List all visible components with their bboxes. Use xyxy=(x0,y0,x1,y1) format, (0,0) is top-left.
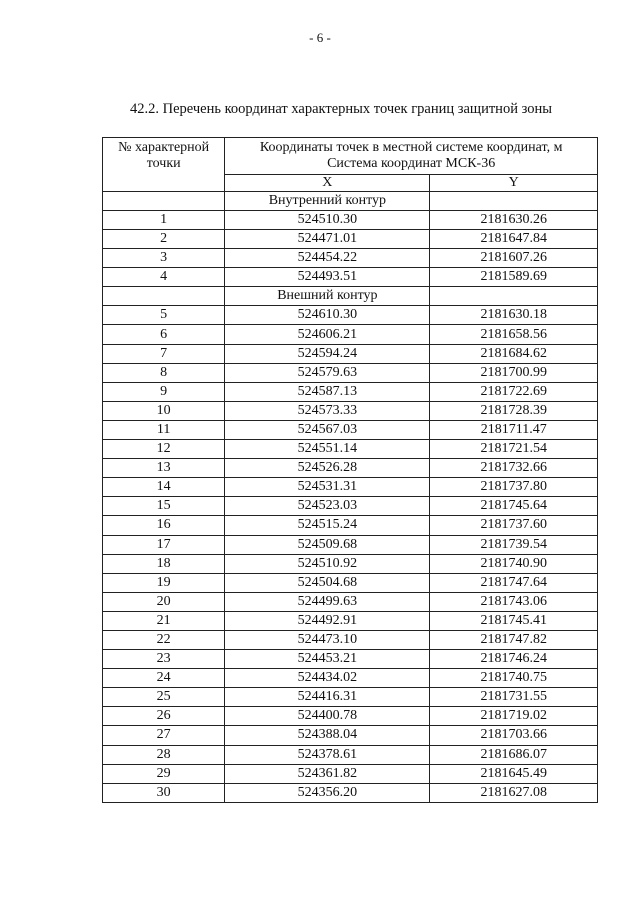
x-coordinate-cell: 524361.82 xyxy=(225,764,430,783)
section-empty-cell xyxy=(430,192,598,211)
x-coordinate-cell: 524523.03 xyxy=(225,497,430,516)
section-empty-cell xyxy=(103,192,225,211)
coordinates-table xyxy=(102,137,598,803)
point-number-cell: 30 xyxy=(103,783,225,802)
point-number-cell: 14 xyxy=(103,478,225,497)
section-label: Внешний контур xyxy=(225,287,430,306)
header-x: X xyxy=(225,175,430,192)
y-coordinate-cell: 2181721.54 xyxy=(430,440,598,459)
table-row xyxy=(103,363,598,382)
x-coordinate-cell: 524610.30 xyxy=(225,306,430,325)
table-row xyxy=(103,669,598,688)
table-row xyxy=(103,325,598,344)
table-row xyxy=(103,630,598,649)
x-coordinate-cell: 524493.51 xyxy=(225,268,430,287)
table-row xyxy=(103,401,598,420)
y-coordinate-cell: 2181737.60 xyxy=(430,516,598,535)
table-row xyxy=(103,707,598,726)
table-row xyxy=(103,554,598,573)
y-coordinate-cell: 2181647.84 xyxy=(430,230,598,249)
table-row xyxy=(103,382,598,401)
x-coordinate-cell: 524416.31 xyxy=(225,688,430,707)
x-coordinate-cell: 524510.30 xyxy=(225,211,430,230)
x-coordinate-cell: 524606.21 xyxy=(225,325,430,344)
y-coordinate-cell: 2181686.07 xyxy=(430,745,598,764)
table-row xyxy=(103,516,598,535)
y-coordinate-cell: 2181589.69 xyxy=(430,268,598,287)
table-row xyxy=(103,783,598,802)
table-row xyxy=(103,535,598,554)
y-coordinate-cell: 2181746.24 xyxy=(430,650,598,669)
header-coordinates xyxy=(225,138,598,175)
x-coordinate-cell: 524515.24 xyxy=(225,516,430,535)
header-coordinates-line2: Система координат МСК-36 xyxy=(327,156,496,171)
x-coordinate-cell: 524504.68 xyxy=(225,573,430,592)
table-row xyxy=(103,573,598,592)
point-number-cell: 26 xyxy=(103,707,225,726)
y-coordinate-cell: 2181740.90 xyxy=(430,554,598,573)
y-coordinate-cell: 2181700.99 xyxy=(430,363,598,382)
table-row xyxy=(103,688,598,707)
y-coordinate-cell: 2181745.64 xyxy=(430,497,598,516)
section-empty-cell xyxy=(103,287,225,306)
point-number-cell: 6 xyxy=(103,325,225,344)
outer-contour-section xyxy=(103,287,598,306)
x-coordinate-cell: 524388.04 xyxy=(225,726,430,745)
point-number-cell: 22 xyxy=(103,630,225,649)
header-y: Y xyxy=(430,175,598,192)
table-row xyxy=(103,230,598,249)
inner-contour-section xyxy=(103,192,598,211)
point-number-cell: 24 xyxy=(103,669,225,688)
table-row xyxy=(103,497,598,516)
point-number-cell: 27 xyxy=(103,726,225,745)
x-coordinate-cell: 524573.33 xyxy=(225,401,430,420)
y-coordinate-cell: 2181732.66 xyxy=(430,459,598,478)
header-point-number: № характерной точки xyxy=(103,138,225,192)
x-coordinate-cell: 524510.92 xyxy=(225,554,430,573)
point-number-cell: 17 xyxy=(103,535,225,554)
x-coordinate-cell: 524473.10 xyxy=(225,630,430,649)
point-number-cell: 13 xyxy=(103,459,225,478)
table-row xyxy=(103,764,598,783)
x-coordinate-cell: 524434.02 xyxy=(225,669,430,688)
y-coordinate-cell: 2181627.08 xyxy=(430,783,598,802)
table-header-row xyxy=(103,138,598,175)
table-row xyxy=(103,440,598,459)
x-coordinate-cell: 524567.03 xyxy=(225,420,430,439)
y-coordinate-cell: 2181739.54 xyxy=(430,535,598,554)
point-number-cell: 18 xyxy=(103,554,225,573)
point-number-cell: 21 xyxy=(103,611,225,630)
y-coordinate-cell: 2181684.62 xyxy=(430,344,598,363)
section-empty-cell xyxy=(430,287,598,306)
y-coordinate-cell: 2181745.41 xyxy=(430,611,598,630)
x-coordinate-cell: 524509.68 xyxy=(225,535,430,554)
table-row xyxy=(103,344,598,363)
x-coordinate-cell: 524587.13 xyxy=(225,382,430,401)
x-coordinate-cell: 524499.63 xyxy=(225,592,430,611)
point-number-cell: 3 xyxy=(103,249,225,268)
point-number-cell: 5 xyxy=(103,306,225,325)
table-row xyxy=(103,745,598,764)
y-coordinate-cell: 2181645.49 xyxy=(430,764,598,783)
point-number-cell: 10 xyxy=(103,401,225,420)
table-row xyxy=(103,592,598,611)
y-coordinate-cell: 2181743.06 xyxy=(430,592,598,611)
point-number-cell: 23 xyxy=(103,650,225,669)
x-coordinate-cell: 524531.31 xyxy=(225,478,430,497)
y-coordinate-cell: 2181719.02 xyxy=(430,707,598,726)
x-coordinate-cell: 524526.28 xyxy=(225,459,430,478)
table-row xyxy=(103,249,598,268)
x-coordinate-cell: 524356.20 xyxy=(225,783,430,802)
point-number-cell: 20 xyxy=(103,592,225,611)
y-coordinate-cell: 2181711.47 xyxy=(430,420,598,439)
table-row xyxy=(103,306,598,325)
table-row xyxy=(103,459,598,478)
y-coordinate-cell: 2181737.80 xyxy=(430,478,598,497)
x-coordinate-cell: 524400.78 xyxy=(225,707,430,726)
y-coordinate-cell: 2181728.39 xyxy=(430,401,598,420)
x-coordinate-cell: 524454.22 xyxy=(225,249,430,268)
y-coordinate-cell: 2181722.69 xyxy=(430,382,598,401)
point-number-cell: 4 xyxy=(103,268,225,287)
header-coordinates-line1: Координаты точек в местной системе координат, м xyxy=(259,140,563,155)
y-coordinate-cell: 2181703.66 xyxy=(430,726,598,745)
y-coordinate-cell: 2181630.26 xyxy=(430,211,598,230)
point-number-cell: 25 xyxy=(103,688,225,707)
x-coordinate-cell: 524492.91 xyxy=(225,611,430,630)
x-coordinate-cell: 524453.21 xyxy=(225,650,430,669)
point-number-cell: 11 xyxy=(103,420,225,439)
point-number-cell: 9 xyxy=(103,382,225,401)
section-title: 42.2. Перечень координат характерных точек границ защитной зоны xyxy=(130,101,552,117)
table-row xyxy=(103,726,598,745)
table-row xyxy=(103,420,598,439)
page-number: - 6 - xyxy=(309,30,331,45)
point-number-cell: 29 xyxy=(103,764,225,783)
x-coordinate-cell: 524471.01 xyxy=(225,230,430,249)
y-coordinate-cell: 2181747.82 xyxy=(430,630,598,649)
x-coordinate-cell: 524378.61 xyxy=(225,745,430,764)
x-coordinate-cell: 524551.14 xyxy=(225,440,430,459)
point-number-cell: 1 xyxy=(103,211,225,230)
y-coordinate-cell: 2181747.64 xyxy=(430,573,598,592)
point-number-cell: 16 xyxy=(103,516,225,535)
point-number-cell: 2 xyxy=(103,230,225,249)
section-label: Внутренний контур xyxy=(225,192,430,211)
point-number-cell: 7 xyxy=(103,344,225,363)
y-coordinate-cell: 2181607.26 xyxy=(430,249,598,268)
y-coordinate-cell: 2181658.56 xyxy=(430,325,598,344)
table-row xyxy=(103,268,598,287)
point-number-cell: 12 xyxy=(103,440,225,459)
y-coordinate-cell: 2181630.18 xyxy=(430,306,598,325)
point-number-cell: 19 xyxy=(103,573,225,592)
table-row xyxy=(103,211,598,230)
y-coordinate-cell: 2181731.55 xyxy=(430,688,598,707)
y-coordinate-cell: 2181740.75 xyxy=(430,669,598,688)
point-number-cell: 8 xyxy=(103,363,225,382)
table-row xyxy=(103,611,598,630)
x-coordinate-cell: 524594.24 xyxy=(225,344,430,363)
point-number-cell: 15 xyxy=(103,497,225,516)
table-row xyxy=(103,650,598,669)
table-row xyxy=(103,478,598,497)
x-coordinate-cell: 524579.63 xyxy=(225,363,430,382)
point-number-cell: 28 xyxy=(103,745,225,764)
